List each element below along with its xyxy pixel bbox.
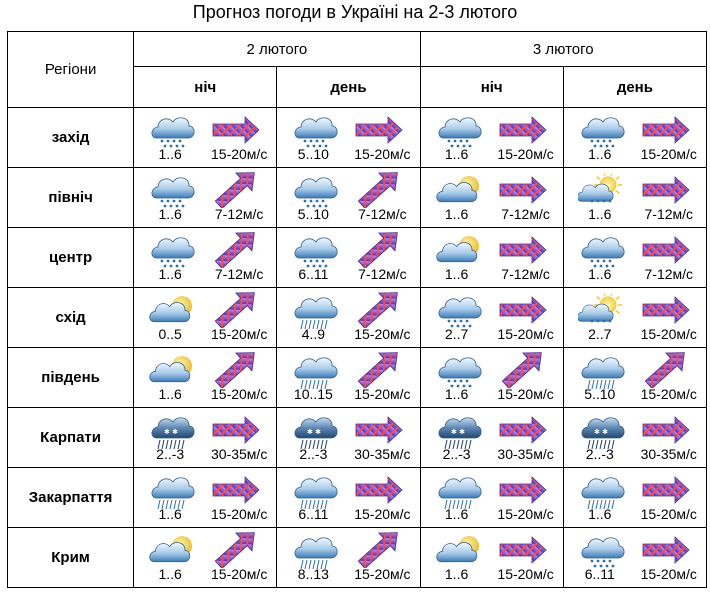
- forecast-cell: [420, 168, 563, 228]
- forecast-cell-content: [277, 108, 420, 167]
- wind-speed: 15-20м/с: [211, 386, 268, 402]
- temperature-range: 1..6: [158, 146, 182, 162]
- cloud-snow-icon: [578, 234, 626, 270]
- forecast-cell: [134, 468, 277, 528]
- forecast-cell: [134, 228, 277, 288]
- table-row: [8, 348, 707, 408]
- arrow-east-icon: [496, 232, 548, 268]
- arrow-east-icon: [496, 412, 548, 448]
- arrow-northeast-icon: [352, 292, 404, 328]
- forecast-cell: [277, 288, 420, 348]
- cloud-snow-icon: [578, 534, 626, 570]
- arrow-east-icon: [496, 172, 548, 208]
- wind-speed: 15-20м/с: [640, 146, 697, 162]
- wind-speed: 15-20м/с: [640, 326, 697, 342]
- cloud-snow-icon: [291, 174, 339, 210]
- forecast-cell: [563, 108, 706, 168]
- table-row: [8, 468, 707, 528]
- temperature-range: 1..6: [158, 386, 182, 402]
- temperature-range: 2..7: [588, 326, 612, 342]
- arrow-northeast-icon: [352, 352, 404, 388]
- temperature-range: 1..6: [588, 506, 612, 522]
- cloud-heavy-snow-icon: [148, 414, 196, 450]
- table-row: [8, 108, 707, 168]
- wind-speed: 7-12м/с: [501, 206, 550, 222]
- arrow-east-icon: [496, 112, 548, 148]
- temperature-range: 1..6: [444, 206, 469, 222]
- temperature-range: 0..5: [158, 326, 182, 342]
- moon-cloud-icon: [148, 294, 196, 330]
- forecast-cell: [563, 408, 706, 468]
- arrow-east-icon: [639, 532, 691, 568]
- arrow-east-icon: [209, 412, 261, 448]
- wind-speed: 15-20м/с: [354, 566, 411, 582]
- table-row: [8, 528, 707, 588]
- temperature-range: 1..6: [444, 386, 469, 402]
- sun-cloud-icon: [578, 294, 626, 330]
- wind-speed: 15-20м/с: [211, 566, 268, 582]
- period-header-night: ніч: [420, 67, 563, 108]
- temperature-range: 1..6: [158, 506, 182, 522]
- forecast-cell-content: [134, 348, 277, 407]
- wind-speed: 7-12м/с: [501, 266, 550, 282]
- arrow-northeast-icon: [352, 232, 404, 268]
- wind-speed: 15-20м/с: [640, 566, 697, 582]
- temperature-range: 8..13: [297, 566, 329, 582]
- cloud-snow-icon: [435, 354, 483, 390]
- wind-speed: 30-35м/с: [211, 446, 268, 462]
- forecast-cell: [134, 348, 277, 408]
- forecast-cell: [563, 288, 706, 348]
- cloud-heavy-snow-icon: [578, 414, 626, 450]
- cloud-rain-icon: [291, 294, 339, 330]
- wind-speed: 15-20м/с: [497, 146, 554, 162]
- forecast-cell: [277, 168, 420, 228]
- forecast-cell: [420, 288, 563, 348]
- arrow-east-icon: [352, 412, 404, 448]
- forecast-cell-content: [277, 168, 420, 227]
- wind-speed: 15-20м/с: [354, 326, 411, 342]
- cloud-rain-icon: [578, 474, 626, 510]
- wind-speed: 15-20м/с: [497, 326, 554, 342]
- forecast-cell-content: [421, 288, 564, 347]
- arrow-east-icon: [209, 112, 261, 148]
- date-header-feb-3: 3 лютого: [420, 32, 706, 67]
- moon-cloud-icon: [148, 354, 196, 390]
- temperature-range: 5..10: [297, 146, 329, 162]
- forecast-cell-content: [134, 108, 277, 167]
- cloud-rain-icon: [291, 474, 339, 510]
- temperature-range: 1..6: [444, 266, 469, 282]
- forecast-cell: [420, 108, 563, 168]
- temperature-range: 1..6: [158, 266, 182, 282]
- arrow-east-icon: [209, 472, 261, 508]
- temperature-range: 2..-3: [442, 446, 471, 462]
- temperature-range: 1..6: [444, 506, 469, 522]
- arrow-northeast-icon: [209, 172, 261, 208]
- cloud-rain-icon: [291, 354, 339, 390]
- page-title: Прогноз погоди в Україні на 2-3 лютого: [192, 2, 518, 22]
- temperature-range: 1..6: [588, 266, 612, 282]
- forecast-cell-content: [277, 528, 420, 587]
- forecast-cell: [277, 468, 420, 528]
- temperature-range: 2..-3: [585, 446, 614, 462]
- forecast-cell-content: [421, 528, 564, 587]
- wind-speed: 7-12м/с: [358, 206, 407, 222]
- cloud-heavy-snow-icon: [435, 414, 483, 450]
- forecast-cell: [563, 468, 706, 528]
- arrow-east-icon: [639, 112, 691, 148]
- wind-speed: 15-20м/с: [354, 386, 411, 402]
- svg-text:✱ ✱: ✱ ✱: [164, 428, 179, 436]
- cloud-heavy-snow-icon: [291, 414, 339, 450]
- temperature-range: 2..7: [444, 326, 469, 342]
- cloud-snow-icon: [435, 114, 483, 150]
- arrow-east-icon: [496, 292, 548, 328]
- temperature-range: 6..11: [584, 566, 615, 582]
- arrow-east-icon: [352, 472, 404, 508]
- cloud-rain-icon: [291, 534, 339, 570]
- wind-speed: 30-35м/с: [497, 446, 554, 462]
- cloud-snow-icon: [291, 234, 339, 270]
- forecast-cell-content: [564, 228, 707, 287]
- forecast-cell-content: [421, 108, 564, 167]
- forecast-cell: [563, 228, 706, 288]
- temperature-range: 1..6: [444, 146, 469, 162]
- cloud-rain-icon: [578, 354, 626, 390]
- forecast-cell: [277, 408, 420, 468]
- forecast-cell-content: [564, 468, 707, 527]
- forecast-cell-content: [421, 408, 564, 467]
- wind-speed: 15-20м/с: [640, 506, 697, 522]
- arrow-northeast-icon: [209, 232, 261, 268]
- forecast-cell: [420, 408, 563, 468]
- temperature-range: 1..6: [444, 566, 469, 582]
- forecast-cell-content: [134, 408, 277, 467]
- forecast-cell-content: [134, 468, 277, 527]
- wind-speed: 30-35м/с: [640, 446, 697, 462]
- moon-cloud-icon: [435, 174, 483, 210]
- cloud-rain-icon: [148, 474, 196, 510]
- forecast-cell: [420, 468, 563, 528]
- wind-speed: 7-12м/с: [644, 266, 694, 282]
- forecast-cell-content: [564, 288, 707, 347]
- forecast-cell-content: [277, 288, 420, 347]
- arrow-northeast-icon: [209, 352, 261, 388]
- arrow-northeast-icon: [639, 352, 691, 388]
- forecast-cell-content: [277, 408, 420, 467]
- arrow-east-icon: [639, 172, 691, 208]
- wind-speed: 15-20м/с: [497, 566, 554, 582]
- arrow-east-icon: [352, 112, 404, 148]
- temperature-range: 6..11: [298, 506, 329, 522]
- forecast-cell-content: [421, 348, 564, 407]
- forecast-cell-content: [134, 528, 277, 587]
- arrow-northeast-icon: [209, 292, 261, 328]
- cloud-snow-icon: [578, 114, 626, 150]
- period-header-night: ніч: [134, 67, 277, 108]
- wind-speed: 7-12м/с: [214, 266, 264, 282]
- forecast-cell-content: [134, 168, 277, 227]
- forecast-cell-content: [277, 348, 420, 407]
- forecast-cell-content: [564, 408, 707, 467]
- region-name: захід: [8, 108, 134, 168]
- forecast-cell: [277, 108, 420, 168]
- forecast-cell: [563, 168, 706, 228]
- cloud-snow-icon: [291, 114, 339, 150]
- temperature-range: 2..-3: [156, 446, 185, 462]
- cloud-rain-icon: [435, 474, 483, 510]
- wind-speed: 30-35м/с: [354, 446, 411, 462]
- temperature-range: 2..-3: [299, 446, 328, 462]
- region-name: північ: [8, 168, 134, 228]
- period-header-day: день: [563, 67, 706, 108]
- period-header-day: день: [277, 67, 420, 108]
- wind-speed: 15-20м/с: [354, 146, 411, 162]
- wind-speed: 15-20м/с: [211, 146, 268, 162]
- arrow-northeast-icon: [209, 532, 261, 568]
- temperature-range: 1..6: [588, 146, 612, 162]
- forecast-cell-content: [134, 288, 277, 347]
- forecast-cell-content: [277, 228, 420, 287]
- temperature-range: 1..6: [158, 566, 182, 582]
- temperature-range: 10..15: [293, 386, 333, 402]
- forecast-cell-content: [421, 228, 564, 287]
- cloud-snow-icon: [148, 234, 196, 270]
- wind-speed: 15-20м/с: [211, 506, 268, 522]
- moon-cloud-icon: [435, 534, 483, 570]
- cloud-snow-icon: [435, 294, 483, 330]
- wind-speed: 15-20м/с: [640, 386, 697, 402]
- regions-header: Регіони: [8, 32, 134, 108]
- wind-speed: 7-12м/с: [358, 266, 407, 282]
- region-name: схід: [8, 288, 134, 348]
- svg-text:✱ ✱: ✱ ✱: [593, 428, 608, 436]
- arrow-northeast-icon: [352, 172, 404, 208]
- forecast-table: [7, 31, 707, 588]
- wind-speed: 15-20м/с: [497, 506, 554, 522]
- forecast-cell: [563, 528, 706, 588]
- forecast-cell-content: [421, 468, 564, 527]
- wind-speed: 7-12м/с: [214, 206, 264, 222]
- forecast-cell: [277, 348, 420, 408]
- arrow-east-icon: [639, 232, 691, 268]
- forecast-cell-content: [564, 348, 707, 407]
- cloud-snow-icon: [148, 114, 196, 150]
- forecast-cell: [420, 348, 563, 408]
- arrow-northeast-icon: [352, 532, 404, 568]
- arrow-east-icon: [639, 412, 691, 448]
- sun-cloud-icon: [578, 174, 626, 210]
- forecast-cell: [134, 528, 277, 588]
- table-row: [8, 408, 707, 468]
- forecast-cell: [134, 168, 277, 228]
- arrow-east-icon: [639, 472, 691, 508]
- forecast-cell: [420, 528, 563, 588]
- forecast-cell: [134, 108, 277, 168]
- table-row: [8, 288, 707, 348]
- forecast-cell-content: [134, 228, 277, 287]
- wind-speed: 15-20м/с: [211, 326, 268, 342]
- forecast-cell: [563, 348, 706, 408]
- region-name: південь: [8, 348, 134, 408]
- wind-speed: 15-20м/с: [354, 506, 411, 522]
- forecast-cell-content: [277, 468, 420, 527]
- svg-text:✱ ✱: ✱ ✱: [450, 428, 465, 436]
- table-row: [8, 228, 707, 288]
- temperature-range: 1..6: [588, 206, 612, 222]
- temperature-range: 5..10: [584, 386, 616, 402]
- svg-text:✱ ✱: ✱ ✱: [307, 428, 322, 436]
- moon-cloud-icon: [435, 234, 483, 270]
- cloud-snow-icon: [148, 174, 196, 210]
- table-row: [8, 168, 707, 228]
- arrow-northeast-icon: [496, 352, 548, 388]
- forecast-cell: [420, 228, 563, 288]
- arrow-east-icon: [496, 472, 548, 508]
- temperature-range: 6..11: [298, 266, 329, 282]
- forecast-cell: [277, 228, 420, 288]
- wind-speed: 15-20м/с: [497, 386, 554, 402]
- region-name: Крим: [8, 528, 134, 588]
- region-name: Карпати: [8, 408, 134, 468]
- arrow-east-icon: [496, 532, 548, 568]
- forecast-cell: [134, 288, 277, 348]
- region-name: центр: [8, 228, 134, 288]
- region-name: Закарпаття: [8, 468, 134, 528]
- forecast-rows: [8, 108, 707, 588]
- moon-cloud-icon: [148, 534, 196, 570]
- date-header-feb-2: 2 лютого: [134, 32, 420, 67]
- temperature-range: 1..6: [158, 206, 182, 222]
- forecast-cell: [134, 408, 277, 468]
- temperature-range: 4..9: [301, 326, 326, 342]
- forecast-cell: [277, 528, 420, 588]
- arrow-east-icon: [639, 292, 691, 328]
- temperature-range: 5..10: [297, 206, 329, 222]
- wind-speed: 7-12м/с: [644, 206, 694, 222]
- forecast-cell-content: [564, 528, 707, 587]
- forecast-cell-content: [421, 168, 564, 227]
- forecast-cell-content: [564, 168, 707, 227]
- forecast-cell-content: [564, 108, 707, 167]
